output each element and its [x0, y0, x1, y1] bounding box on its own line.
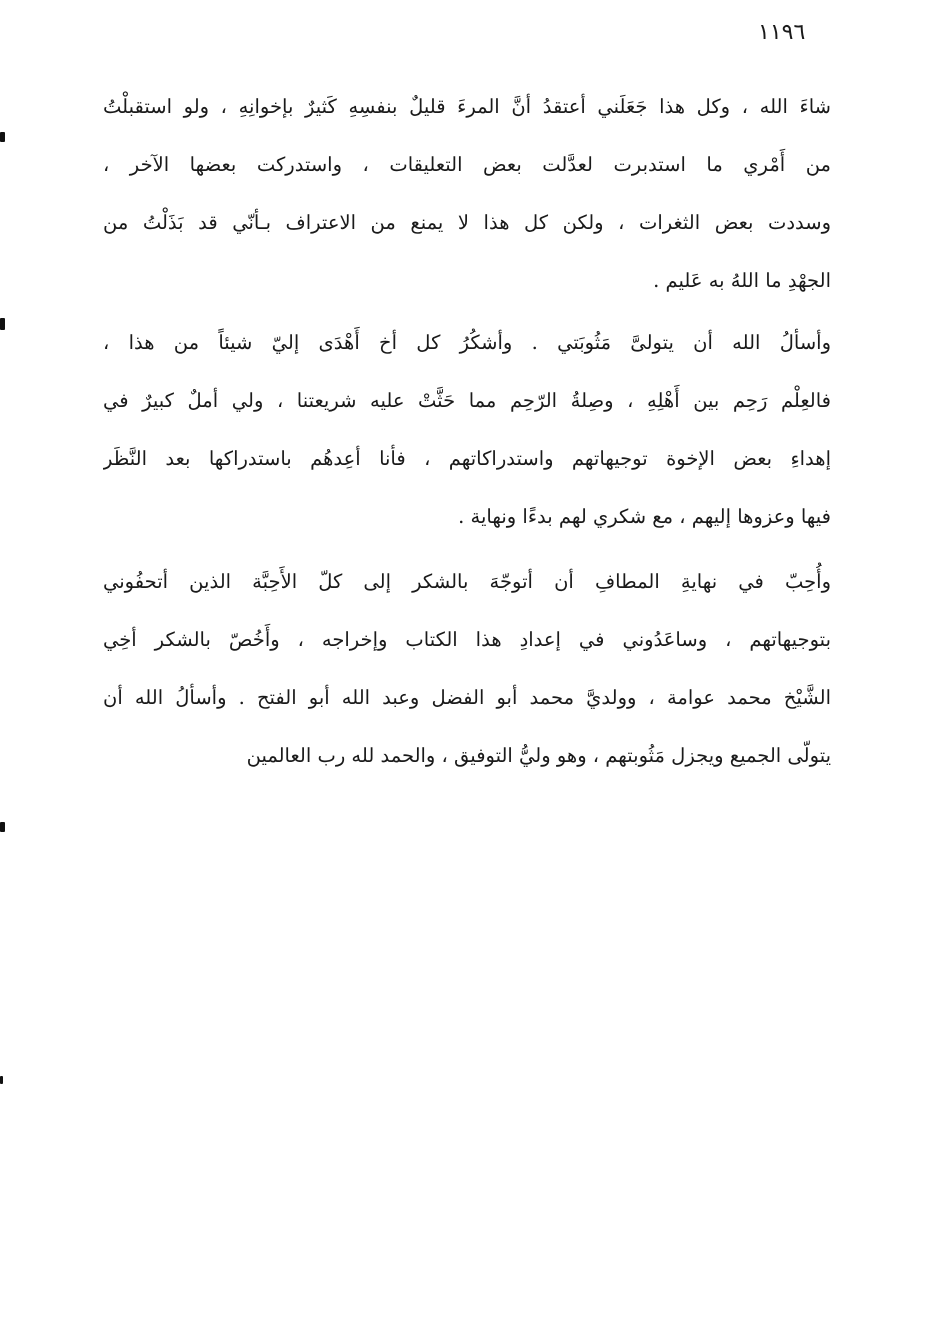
scan-binding-mark — [0, 132, 5, 142]
paragraph-line: وأُحِبّ في نهايةِ المطافِ أن أتوجّهَ بالشكر إلى كلّ الأَحِبَّة الذين أتحفُوني — [103, 570, 831, 593]
paragraph-1 — [103, 78, 831, 310]
scan-binding-mark — [0, 822, 5, 832]
paragraph-2 — [103, 314, 831, 546]
paragraph-line: إهداءِ بعض الإخوة توجيهاتهم واستدراكاتهم ، فأنا أعِدهُم باستدراكها بعد النَّظَر — [103, 447, 831, 470]
paragraph-line: وأسألُ الله أن يتولىَّ مَثُوبَتي . وأشكُرُ كل أخ أَهْدَى إليّ شيئاً من هذا ، — [103, 331, 831, 354]
paragraph-line: فيها وعزوها إليهم ، مع شكري لهم بدءًا ونهاية . — [458, 505, 831, 528]
paragraph-line: الشَّيْخ محمد عوامة ، وولديَّ محمد أبو الفضل وعبد الله أبو الفتح . وأسألُ الله أن — [103, 686, 831, 709]
paragraph-line: يتولّى الجميع ويجزل مَثُوبتهم ، وهو وليُّ التوفيق ، والحمد لله رب العالمين — [246, 744, 831, 767]
paragraph-3 — [103, 553, 831, 785]
paragraph-line: شاءَ الله ، وكل هذا جَعَلَني أعتقدُ أنَّ المرءَ قليلٌ بنفسِهِ كَثيرٌ بإخوانِهِ ، ولو استقبلْتُ — [103, 95, 831, 118]
paragraph-line: فالعِلْم رَحِم بين أَهْلِهِ ، وصِلةُ الرّحِم مما حَثَّتْ عليه شريعتنا ، ولي أملٌ كبيرٌ في — [103, 389, 831, 412]
scan-binding-mark — [0, 1076, 3, 1084]
paragraph-line: من أَمْري ما استدبرت لعدَّلت بعض التعليقات ، واستدركت بعضها الآخر ، — [103, 153, 831, 176]
paragraph-line: بتوجيهاتهم ، وساعَدُوني في إعدادِ هذا الكتاب وإخراجه ، وأَخُصّ بالشكر أخِي — [103, 628, 831, 651]
paragraph-line: وسددت بعض الثغرات ، ولكن كل هذا لا يمنع من الاعتراف بـأنّي قد بَذَلْتُ من — [103, 211, 831, 234]
paragraph-line: الجهْدِ ما اللهُ به عَليم . — [653, 269, 831, 292]
scan-binding-mark — [0, 318, 5, 330]
page-number: ١١٩٦ — [758, 20, 806, 45]
